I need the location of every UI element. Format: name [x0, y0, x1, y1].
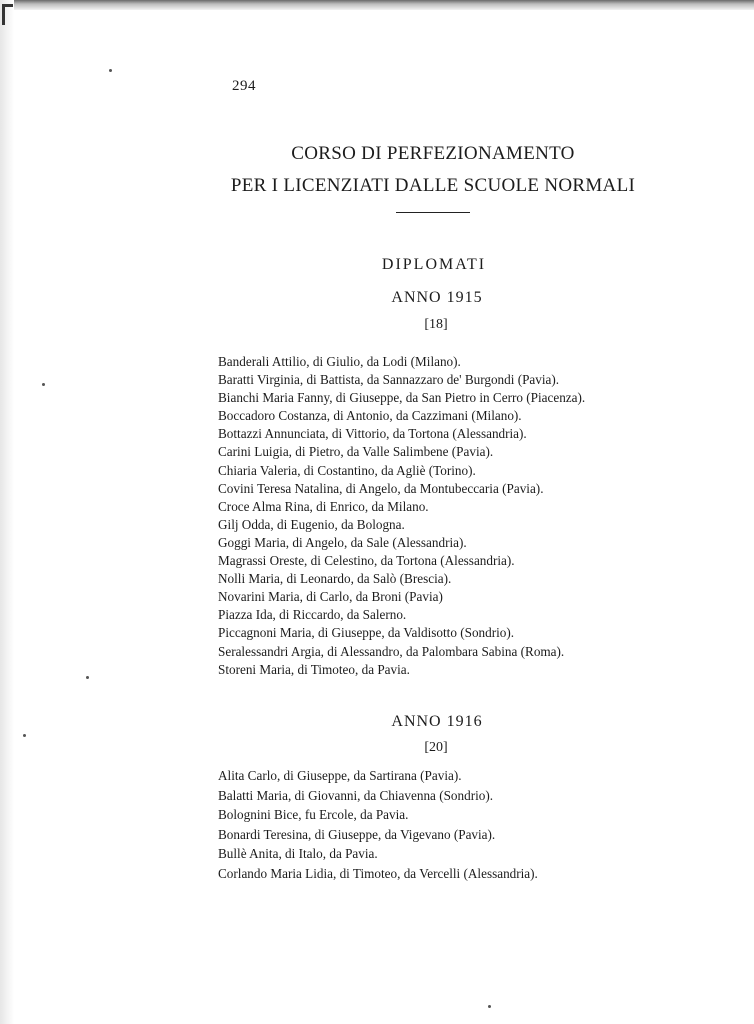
list-item: Carini Luigia, di Pietro, da Valle Salimbene (Pavia). — [218, 444, 494, 460]
list-item: Baratti Virginia, di Battista, da Sannazzaro de' Burgondi (Pavia). — [218, 372, 560, 388]
scan-speck — [23, 734, 26, 737]
scan-left-edge — [0, 0, 14, 1024]
list-item: Bottazzi Annunciata, di Vittorio, da Tortona (Alessandria). — [218, 426, 527, 442]
title-divider — [396, 212, 470, 213]
list-item: Bonardi Teresina, di Giuseppe, da Vigevano (Pavia). — [218, 826, 496, 842]
list-item: Alita Carlo, di Giuseppe, da Sartirana (Pavia). — [218, 768, 462, 783]
scan-corner-mark — [2, 4, 13, 25]
list-item: Chiaria Valeria, di Costantino, da Agliè (Torino). — [218, 462, 476, 478]
year-heading-1915: ANNO 1915 — [391, 289, 483, 306]
page-title-line-2: PER I LICENZIATI DALLE SCUOLE NORMALI — [230, 175, 636, 196]
graduate-list-1915 — [218, 353, 688, 679]
year-heading-1916: ANNO 1916 — [391, 713, 483, 730]
year-count-1915: [18] — [424, 317, 448, 332]
section-heading-diplomati: DIPLOMATI — [381, 256, 487, 273]
list-item: Piazza Ida, di Riccardo, da Salerno. — [218, 607, 407, 623]
list-item: Banderali Attilio, di Giulio, da Lodi (Milano). — [218, 354, 461, 369]
year-count-1916: [20] — [424, 740, 448, 755]
list-item: Gilj Odda, di Eugenio, da Bologna. — [218, 516, 405, 532]
scan-speck — [42, 383, 45, 386]
list-item: Balatti Maria, di Giovanni, da Chiavenna (Sondrio). — [218, 787, 494, 803]
scan-speck — [86, 676, 89, 679]
list-item: Croce Alma Rina, di Enrico, da Milano. — [218, 498, 429, 514]
list-item: Novarini Maria, di Carlo, da Broni (Pavia) — [218, 589, 443, 605]
list-item: Bianchi Maria Fanny, di Giuseppe, da San Pietro in Cerro (Piacenza). — [218, 390, 586, 406]
graduate-list-1916 — [218, 766, 688, 883]
page-title-line-1: CORSO DI PERFEZIONAMENTO — [291, 143, 575, 164]
list-item: Bolognini Bice, fu Ercole, da Pavia. — [218, 807, 409, 822]
scan-top-edge — [0, 0, 754, 10]
scan-speck — [109, 69, 112, 72]
list-item: Boccadoro Costanza, di Antonio, da Cazzimani (Milano). — [218, 408, 522, 424]
scan-speck — [488, 1005, 491, 1008]
list-item: Storeni Maria, di Timoteo, da Pavia. — [218, 661, 410, 677]
list-item: Goggi Maria, di Angelo, da Sale (Alessandria). — [218, 534, 467, 550]
list-item: Piccagnoni Maria, di Giuseppe, da Valdisotto (Sondrio). — [218, 625, 515, 641]
list-item: Corlando Maria Lidia, di Timoteo, da Vercelli (Alessandria). — [218, 865, 538, 881]
list-item: Magrassi Oreste, di Celestino, da Tortona (Alessandria). — [218, 553, 515, 569]
list-item: Bullè Anita, di Italo, da Pavia. — [218, 846, 378, 861]
list-item: Covini Teresa Natalina, di Angelo, da Montubeccaria (Pavia). — [218, 480, 544, 496]
page-number: 294 — [232, 78, 256, 94]
list-item: Seralessandri Argia, di Alessandro, da Palombara Sabina (Roma). — [218, 643, 565, 659]
list-item: Nolli Maria, di Leonardo, da Salò (Brescia). — [218, 571, 452, 587]
